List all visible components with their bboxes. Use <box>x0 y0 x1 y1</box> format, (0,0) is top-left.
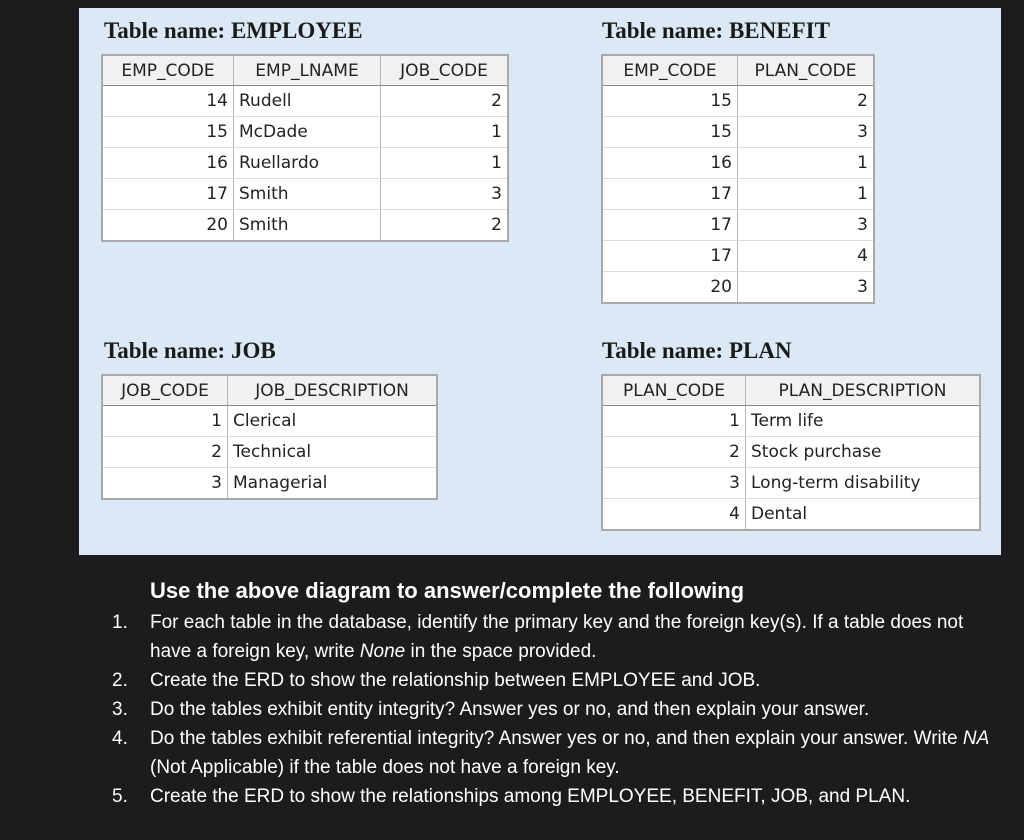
job-code-cell: 3 <box>102 468 228 500</box>
job-description-cell: Technical <box>228 437 438 468</box>
question-text: Do the tables exhibit entity integrity? Answer yes or no, and then explain your answer. <box>150 699 870 720</box>
job-code-cell: 3 <box>381 179 509 210</box>
job-code-cell: 1 <box>102 406 228 437</box>
plan-code-cell: 3 <box>602 468 746 499</box>
table-row <box>602 117 874 148</box>
plan-header-plan-code: PLAN_CODE <box>602 375 746 406</box>
plan-header-row <box>602 375 980 406</box>
question-text-part: Do the tables exhibit referential integrity? Answer yes or no, and then explain your answer. Write <box>150 728 963 749</box>
question-text-emphasis: NA <box>962 728 990 749</box>
job-description-cell: Clerical <box>228 406 438 437</box>
job-header-job-description: JOB_DESCRIPTION <box>228 375 438 406</box>
emp-code-cell: 15 <box>102 117 234 148</box>
emp-lname-cell: Rudell <box>234 86 381 117</box>
emp-code-cell: 17 <box>602 179 738 210</box>
employee-header-emp-lname: EMP_LNAME <box>234 55 381 86</box>
emp-code-cell: 15 <box>602 117 738 148</box>
job-code-cell: 2 <box>381 86 509 117</box>
plan-table <box>601 374 981 531</box>
plan-code-cell: 4 <box>738 241 875 272</box>
table-row <box>102 406 437 437</box>
question-list <box>108 608 1008 811</box>
question-item <box>108 666 1008 695</box>
job-description-cell: Managerial <box>228 468 438 500</box>
plan-code-cell: 4 <box>602 499 746 531</box>
plan-code-cell: 2 <box>602 437 746 468</box>
job-table-title: Table name: JOB <box>104 338 276 363</box>
employee-table-title: Table name: EMPLOYEE <box>104 18 363 43</box>
table-row <box>602 437 980 468</box>
emp-code-cell: 16 <box>102 148 234 179</box>
emp-lname-cell: Smith <box>234 179 381 210</box>
plan-code-cell: 3 <box>738 272 875 304</box>
job-code-cell: 2 <box>102 437 228 468</box>
table-row <box>602 148 874 179</box>
diagram-panel <box>79 8 1001 555</box>
benefit-header-plan-code: PLAN_CODE <box>738 55 875 86</box>
plan-code-cell: 1 <box>738 179 875 210</box>
question-number: 3. <box>112 699 128 720</box>
question-item <box>108 608 1008 666</box>
employee-table <box>101 54 509 242</box>
emp-lname-cell: McDade <box>234 117 381 148</box>
job-header-row <box>102 375 437 406</box>
question-item <box>108 695 1008 724</box>
question-item <box>108 782 1008 811</box>
question-text-part: (Not Applicable) if the table does not have a foreign key. <box>150 757 620 778</box>
job-code-cell: 2 <box>381 210 509 242</box>
benefit-header-row <box>602 55 874 86</box>
question-text-emphasis: None <box>359 641 406 662</box>
table-row <box>602 241 874 272</box>
plan-header-plan-description: PLAN_DESCRIPTION <box>746 375 981 406</box>
plan-description-cell: Stock purchase <box>746 437 981 468</box>
emp-lname-cell: Smith <box>234 210 381 242</box>
job-table <box>101 374 438 500</box>
question-text <box>150 612 963 662</box>
question-number: 4. <box>112 728 128 749</box>
job-code-cell: 1 <box>381 117 509 148</box>
table-row <box>602 179 874 210</box>
table-row <box>602 86 874 117</box>
questions-intro: Use the above diagram to answer/complete the following <box>150 578 745 603</box>
employee-header-row <box>102 55 508 86</box>
question-text: Create the ERD to show the relationship between EMPLOYEE and JOB. <box>150 670 761 691</box>
table-row <box>602 272 874 304</box>
emp-code-cell: 15 <box>602 86 738 117</box>
emp-lname-cell: Ruellardo <box>234 148 381 179</box>
plan-description-cell: Term life <box>746 406 981 437</box>
plan-code-cell: 3 <box>738 117 875 148</box>
plan-code-cell: 3 <box>738 210 875 241</box>
table-row <box>102 179 508 210</box>
emp-code-cell: 20 <box>602 272 738 304</box>
emp-code-cell: 17 <box>602 210 738 241</box>
question-number: 1. <box>112 612 128 633</box>
question-text: Create the ERD to show the relationships among EMPLOYEE, BENEFIT, JOB, and PLAN. <box>150 786 911 807</box>
question-item <box>108 724 1008 782</box>
plan-code-cell: 2 <box>738 86 875 117</box>
table-row <box>102 210 508 242</box>
question-number: 2. <box>112 670 128 691</box>
table-row <box>102 86 508 117</box>
emp-code-cell: 17 <box>602 241 738 272</box>
table-row <box>602 406 980 437</box>
questions-section <box>108 578 1008 811</box>
employee-header-emp-code: EMP_CODE <box>102 55 234 86</box>
table-row <box>602 210 874 241</box>
emp-code-cell: 14 <box>102 86 234 117</box>
table-row <box>602 499 980 531</box>
plan-code-cell: 1 <box>602 406 746 437</box>
emp-code-cell: 20 <box>102 210 234 242</box>
plan-code-cell: 1 <box>738 148 875 179</box>
job-code-cell: 1 <box>381 148 509 179</box>
emp-code-cell: 17 <box>102 179 234 210</box>
plan-description-cell: Long-term disability <box>746 468 981 499</box>
job-header-job-code: JOB_CODE <box>102 375 228 406</box>
benefit-table <box>601 54 875 304</box>
question-text <box>150 728 989 778</box>
benefit-header-emp-code: EMP_CODE <box>602 55 738 86</box>
question-text-part: in the space provided. <box>405 641 597 662</box>
table-row <box>102 437 437 468</box>
question-number: 5. <box>112 786 128 807</box>
table-row <box>102 468 437 500</box>
table-row <box>602 468 980 499</box>
plan-table-title: Table name: PLAN <box>602 338 792 363</box>
benefit-table-title: Table name: BENEFIT <box>602 18 830 43</box>
table-row <box>102 148 508 179</box>
emp-code-cell: 16 <box>602 148 738 179</box>
table-row <box>102 117 508 148</box>
question-text-part: For each table in the database, identify the primary key and the foreign key(s). If a table does not have a foreign key, write <box>150 612 964 662</box>
plan-description-cell: Dental <box>746 499 981 531</box>
employee-header-job-code: JOB_CODE <box>381 55 509 86</box>
